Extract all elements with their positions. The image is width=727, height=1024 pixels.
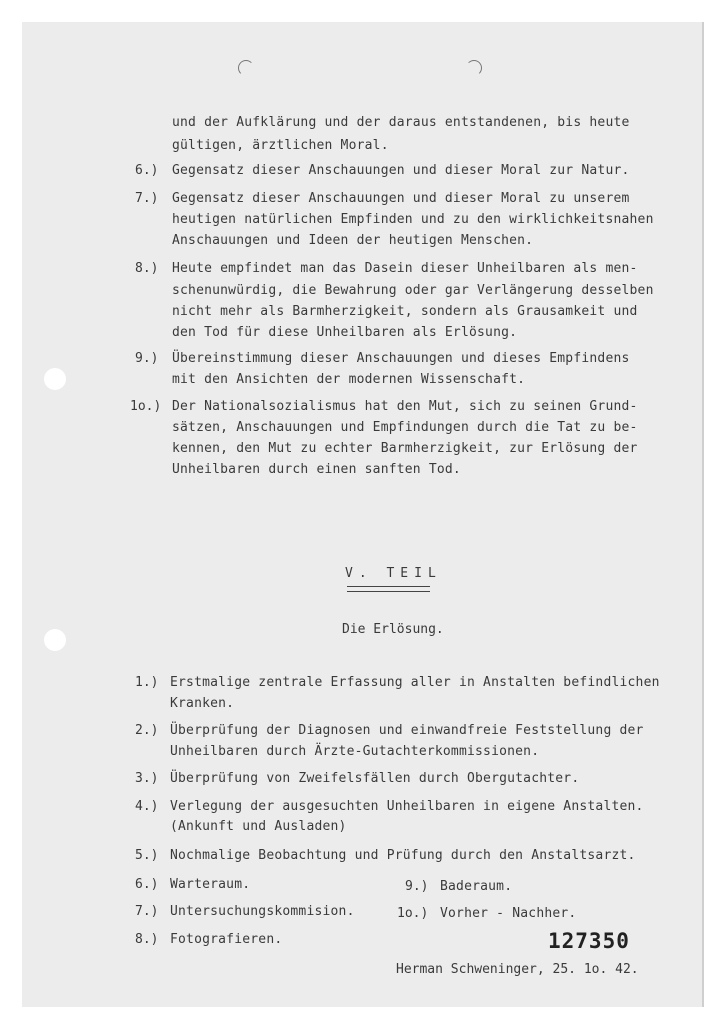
point-number: 1o.): [397, 906, 429, 921]
point-number: 1o.): [130, 399, 162, 414]
point-number: 7.): [135, 191, 159, 206]
point-number: 3.): [135, 771, 159, 786]
point-number: 6.): [135, 163, 159, 178]
point-text-line: Der Nationalsozialismus hat den Mut, sich zu seinen Grund-: [172, 399, 638, 414]
point-text-line: Untersuchungskommision.: [170, 904, 355, 919]
point-number: 9.): [405, 879, 429, 894]
signature-line: Herman Schweninger, 25. 1o. 42.: [396, 962, 639, 977]
point-text-line: Gegensatz dieser Anschauungen und dieser Moral zur Natur.: [172, 163, 630, 178]
point-text-line: Überprüfung der Diagnosen und einwandfreie Feststellung der: [170, 723, 644, 738]
point-number: 5.): [135, 848, 159, 863]
point-number: 7.): [135, 904, 159, 919]
point-text-line: Warteraum.: [170, 877, 251, 892]
point-text-line: mit den Ansichten der modernen Wissenschaft.: [172, 372, 526, 387]
section-heading: V. TEIL: [345, 566, 442, 581]
point-text-line: Überprüfung von Zweifelsfällen durch Obergutachter.: [170, 771, 580, 786]
point-number: 8.): [135, 261, 159, 276]
point-text-line: Heute empfindet man das Dasein dieser Unheilbaren als men-: [172, 261, 638, 276]
punch-hole-upper: [44, 368, 66, 390]
point-text-line: Kranken.: [170, 696, 235, 711]
point-number: 8.): [135, 932, 159, 947]
point-number: 9.): [135, 351, 159, 366]
point-number: 6.): [135, 877, 159, 892]
point-text-line: sätzen, Anschauungen und Empfindungen durch die Tat zu be-: [172, 420, 638, 435]
punch-hole-lower: [44, 629, 66, 651]
continuation-line-2: gültigen, ärztlichen Moral.: [172, 138, 389, 153]
point-text-line: Baderaum.: [440, 879, 513, 894]
point-number: 4.): [135, 799, 159, 814]
section-subheading: Die Erlösung.: [342, 622, 444, 637]
point-text-line: Verlegung der ausgesuchten Unheilbaren in eigene Anstalten.: [170, 799, 644, 814]
point-text-line: nicht mehr als Barmherzigkeit, sondern als Grausamkeit und: [172, 304, 638, 319]
point-text-line: den Tod für diese Unheilbaren als Erlösung.: [172, 325, 518, 340]
heading-double-underline: [347, 586, 430, 592]
point-text-line: Übereinstimmung dieser Anschauungen und dieses Empfindens: [172, 351, 630, 366]
point-text-line: Gegensatz dieser Anschauungen und dieser Moral zu unserem: [172, 191, 630, 206]
point-text-line: Unheilbaren durch einen sanften Tod.: [172, 462, 461, 477]
point-text-line: Fotografieren.: [170, 932, 283, 947]
point-text-line: (Ankunft und Ausladen): [170, 819, 347, 834]
continuation-line-1: und der Aufklärung und der daraus entstandenen, bis heute: [172, 115, 630, 130]
point-text-line: Anschauungen und Ideen der heutigen Menschen.: [172, 233, 534, 248]
point-text-line: Vorher - Nachher.: [440, 906, 577, 921]
point-number: 2.): [135, 723, 159, 738]
punch-mark-right: [466, 60, 482, 76]
point-text-line: kennen, den Mut zu echter Barmherzigkeit, zur Erlösung der: [172, 441, 638, 456]
point-text-line: Nochmalige Beobachtung und Prüfung durch den Anstaltsarzt.: [170, 848, 636, 863]
point-number: 1.): [135, 675, 159, 690]
point-text-line: heutigen natürlichen Empfinden und zu den wirklichkeitsnahen: [172, 212, 654, 227]
punch-mark-left: [238, 60, 254, 76]
document-number-stamp: 127350: [548, 929, 630, 953]
point-text-line: Erstmalige zentrale Erfassung aller in Anstalten befindlichen: [170, 675, 660, 690]
point-text-line: Unheilbaren durch Ärzte-Gutachterkommissionen.: [170, 744, 540, 759]
point-text-line: schenunwürdig, die Bewahrung oder gar Verlängerung desselben: [172, 283, 654, 298]
